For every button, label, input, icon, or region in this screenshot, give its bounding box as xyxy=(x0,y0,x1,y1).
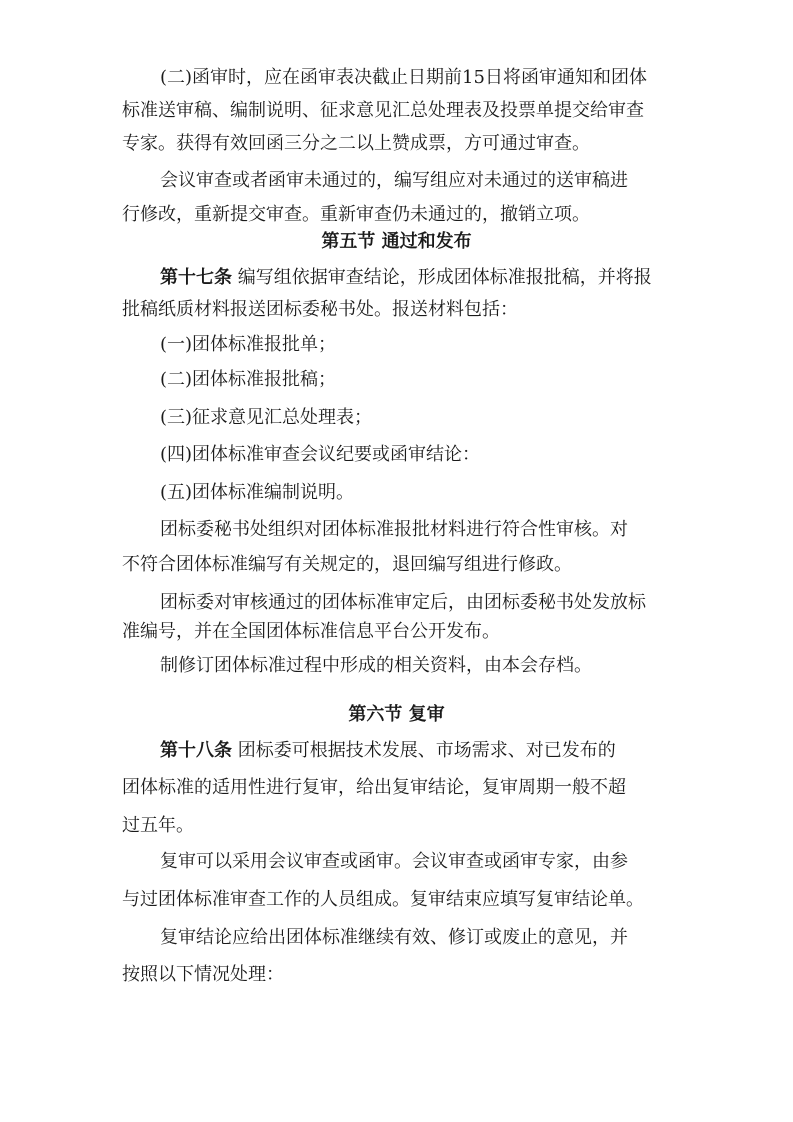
paragraph-line: 准编号，并在全国团体标准信息平台公开发布。 xyxy=(122,621,500,642)
paragraph-line: 批稿纸质材料报送团标委秘书处。报送材料包括： xyxy=(122,299,518,320)
article-label: 第十七条 xyxy=(160,267,232,288)
article-18-line xyxy=(160,739,616,763)
list-item: (三)征求意见汇总处理表； xyxy=(160,407,373,428)
paragraph-line: 过五年。 xyxy=(122,815,194,836)
article-17-line xyxy=(160,266,652,290)
paragraph-line: (二)函审时，应在函审表决截止日期前15日将函审通知和团体 xyxy=(160,67,647,88)
paragraph-line: 按照以下情况处理： xyxy=(122,964,284,985)
list-item: (二)团体标准报批稿； xyxy=(160,369,337,390)
list-item: (一)团体标准报批单； xyxy=(160,334,337,355)
article-text: 团标委可根据技术发展、市场需求、对已发布的 xyxy=(232,740,616,761)
paragraph-line: 与过团体标准审查工作的人员组成。复审结束应填写复审结论单。 xyxy=(122,889,644,910)
paragraph-line: 不符合团体标准编写有关规定的，退回编写组进行修政。 xyxy=(122,554,572,575)
paragraph-line: 团体标准的适用性进行复审，给出复审结论，复审周期一般不超 xyxy=(122,777,626,798)
list-item: (四)团体标准审查会议纪要或函审结论： xyxy=(160,444,481,465)
paragraph-line: 行修改，重新提交审查。重新审查仍未通过的，撤销立项。 xyxy=(122,204,590,225)
section-heading: 第五节 通过和发布 xyxy=(321,231,472,252)
paragraph-line: 复审可以采用会议审查或函审。会议审查或函审专家，由参 xyxy=(160,851,628,872)
paragraph-line: 专家。获得有效回函三分之二以上赞成票，方可通过审查。 xyxy=(122,133,590,154)
paragraph-line: 会议审查或者函审未通过的，编写组应对未通过的送审稿进 xyxy=(160,170,628,191)
article-label: 第十八条 xyxy=(160,740,232,761)
paragraph-line: 标准送审稿、编制说明、征求意见汇总处理表及投票单提交给审查 xyxy=(122,100,644,121)
article-text: 编写组依据审查结论，形成团体标准报批稿，并将报 xyxy=(232,267,652,288)
paragraph-line: 复审结论应给出团体标准继续有效、修订或废止的意见，并 xyxy=(160,927,628,948)
section-heading: 第六节 复审 xyxy=(348,704,445,725)
paragraph-line: 团标委秘书处组织对团体标准报批材料进行符合性审核。对 xyxy=(160,519,628,540)
paragraph-line: 团标委对审核通过的团体标准审定后，由团标委秘书处发放标 xyxy=(160,592,646,613)
list-item: (五)团体标准编制说明。 xyxy=(160,482,355,503)
paragraph-line: 制修订团体标准过程中形成的相关资料，由本会存档。 xyxy=(160,655,592,676)
